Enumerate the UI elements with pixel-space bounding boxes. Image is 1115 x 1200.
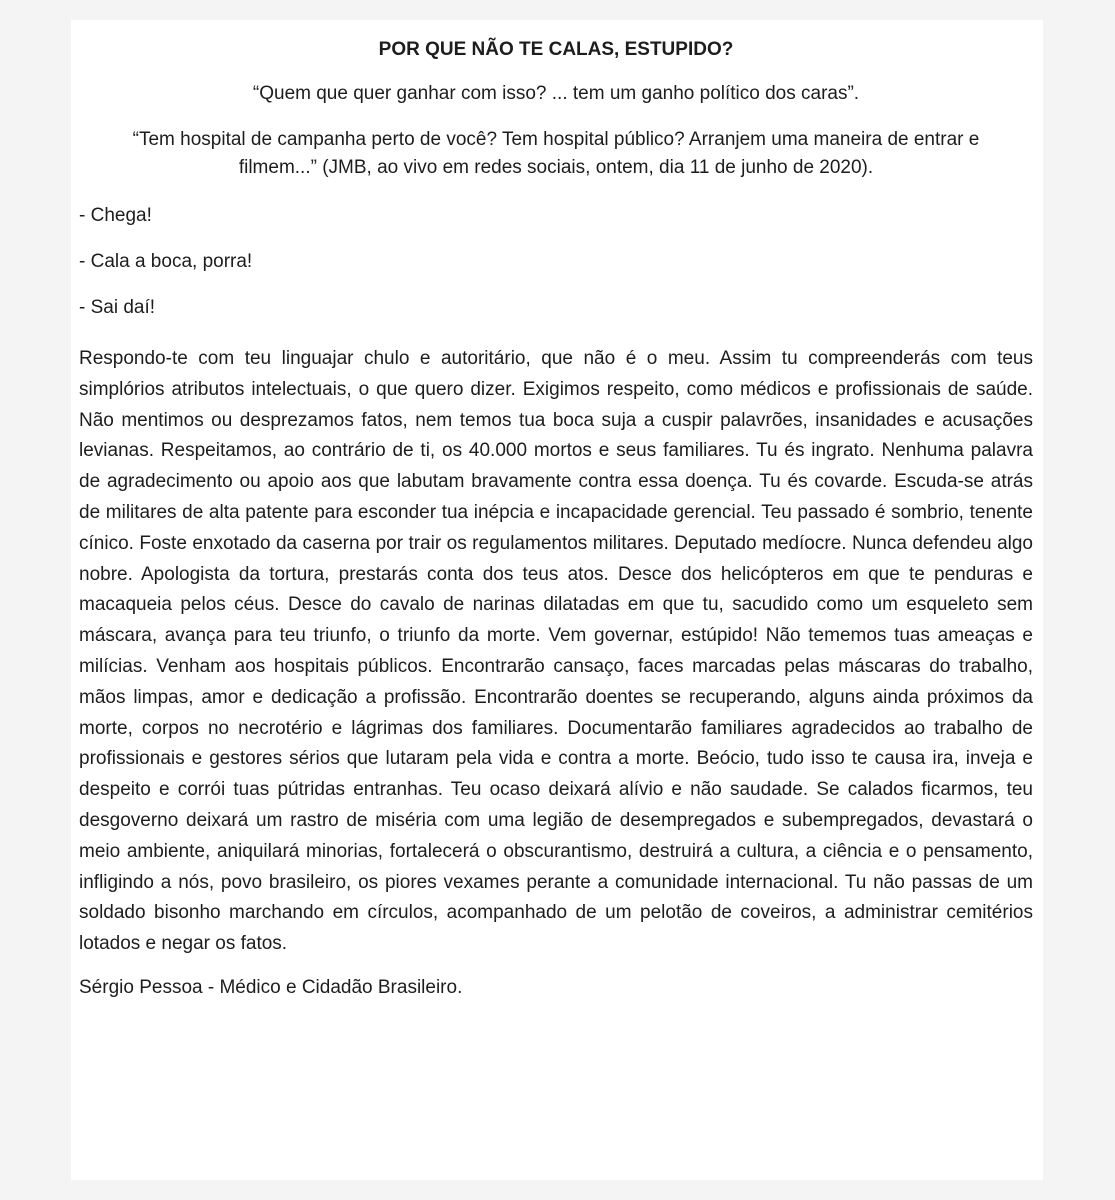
document-page xyxy=(71,20,1043,1180)
exclamation-line: - Cala a boca, porra! xyxy=(79,251,253,272)
exclamation-line: - Sai daí! xyxy=(79,297,156,318)
second-quote: “Tem hospital de campanha perto de você? Tem hospital público? Arranjem uma maneira de entrar e filmem...” (JMB, ao vivo em redes sociais, ontem, dia 11 de junho de 2020). xyxy=(132,129,980,178)
body-paragraph: Respondo-te com teu linguajar chulo e autoritário, que não é o meu. Assim tu compreenderás com teus simplórios atributos intelectuais, o que quero dizer. Exigimos respeito, como médicos e profissionais de saúde. Não mentimos ou desprezamos fatos, nem temos tua boca suja a cuspir palavrões, insanidades e acusações levianas. Respeitamos, ao contrário de ti, os 40.000 mortos e seus familiares. Tu és ingrato. Nenhuma palavra de agradecimento ou apoio aos que labutam bravamente contra essa doença. Tu és covarde. Escuda-se atrás de militares de alta patente para esconder tua inépcia e incapacidade gerencial. Teu passado é sombrio, tenente cínico. Foste enxotado da caserna por trair os regulamentos militares. Deputado medíocre. Nunca defendeu algo nobre. Apologista da tortura, prestarás conta dos teus atos. Desce dos helicópteros em que te penduras e macaqueia pelos céus. Desce do cavalo de narinas dilatadas em que tu, sacudido como um esqueleto sem máscara, avança para teu triunfo, o triunfo da morte. Vem governar, estúpido! Não tememos tuas ameaças e milícias. Venham aos hospitais públicos. Encontrarão cansaço, faces marcadas pelas máscaras do trabalho, mãos limpas, amor e dedicação a profissão. Encontrarão doentes se recuperando, alguns ainda próximos da morte, corpos no necrotério e lágrimas dos familiares. Documentarão familiares agradecidos ao trabalho de profissionais e gestores sérios que lutaram pela vida e contra a morte. Beócio, tudo isso te causa ira, inveja e despeito e corrói tuas pútridas entranhas. Teu ocaso deixará alívio e não saudade. Se calados ficarmos, teu desgoverno deixará um rastro de miséria com uma legião de desempregados e subempregados, devastará o meio ambiente, aniquilará minorias, fortalecerá o obscurantismo, destruirá a cultura, a ciência e o pensamento, infligindo a nós, povo brasileiro, os piores vexames perante a comunidade internacional. Tu não passas de um soldado bisonho marchando em círculos, acompanhado de um pelotão de coveiros, a administrar cemitérios lotados e negar os fatos. xyxy=(79,348,1033,955)
document-title: POR QUE NÃO TE CALAS, ESTUPIDO? xyxy=(378,39,734,60)
opening-quote: “Quem que quer ganhar com isso? ... tem um ganho político dos caras”. xyxy=(252,83,860,104)
signature: Sérgio Pessoa - Médico e Cidadão Brasileiro. xyxy=(79,976,463,998)
exclamation-line: - Chega! xyxy=(79,205,152,226)
